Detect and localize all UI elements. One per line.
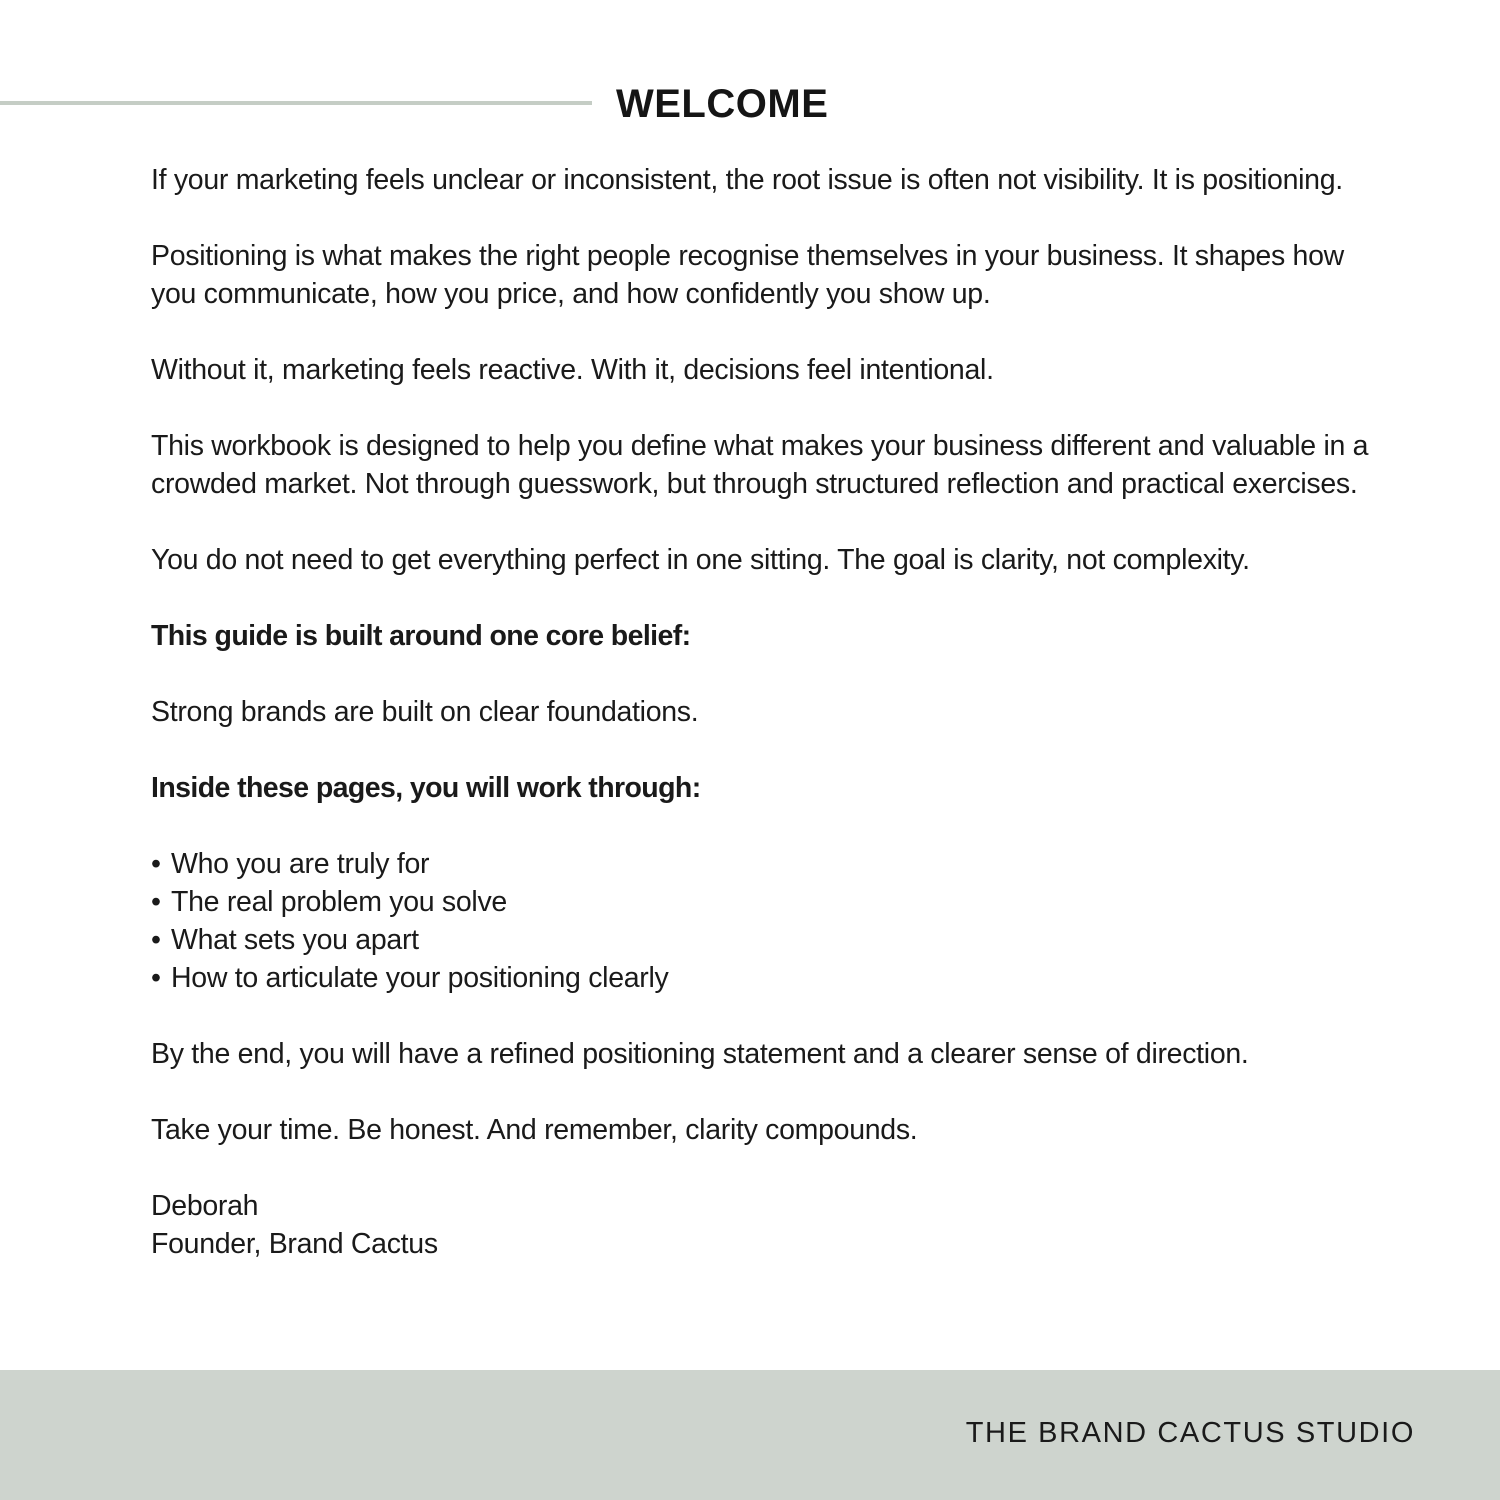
list-item — [151, 883, 1391, 921]
bullet-icon: • — [151, 848, 161, 880]
topics-list — [151, 845, 1391, 997]
list-item-text: What sets you apart — [171, 924, 419, 956]
signature-name: Deborah — [151, 1190, 259, 1222]
header-divider-line — [0, 101, 592, 105]
signature-role: Founder, Brand Cactus — [151, 1228, 438, 1260]
bullet-icon: • — [151, 924, 161, 956]
list-item-text: Who you are truly for — [171, 848, 430, 880]
list-item — [151, 921, 1391, 959]
belief-statement: Strong brands are built on clear foundations. — [151, 696, 699, 728]
welcome-letter — [151, 161, 1391, 1301]
intro-paragraph-clarity: You do not need to get everything perfect in one sitting. The goal is clarity, not complexity. — [151, 544, 1250, 576]
intro-paragraph-workbook: This workbook is designed to help you define what makes your business different and valuable in a crowded market. Not through guesswork, but through structured reflection and practical exercises. — [151, 430, 1369, 500]
footer-brand-name: THE BRAND CACTUS STUDIO — [965, 1417, 1415, 1449]
signature — [151, 1187, 1391, 1263]
outro-paragraph-direction: By the end, you will have a refined positioning statement and a clearer sense of direction. — [151, 1038, 1249, 1070]
list-item-text: The real problem you solve — [171, 886, 507, 918]
bullet-icon: • — [151, 886, 161, 918]
intro-paragraph-positioning: Positioning is what makes the right people recognise themselves in your business. It shapes how you communicate, how you price, and how confidently you show up. — [151, 240, 1344, 310]
belief-heading: This guide is built around one core belief: — [151, 620, 691, 652]
list-item — [151, 959, 1391, 997]
list-heading: Inside these pages, you will work through: — [151, 772, 701, 804]
intro-paragraph-visibility: If your marketing feels unclear or inconsistent, the root issue is often not visibility. It is positioning. — [151, 164, 1343, 196]
intro-paragraph-reactive: Without it, marketing feels reactive. With it, decisions feel intentional. — [151, 354, 994, 386]
page-title: WELCOME — [616, 82, 829, 126]
list-item — [151, 845, 1391, 883]
list-item-text: How to articulate your positioning clearly — [171, 962, 669, 994]
outro-paragraph-take-time: Take your time. Be honest. And remember, clarity compounds. — [151, 1114, 918, 1146]
bullet-icon: • — [151, 962, 161, 994]
